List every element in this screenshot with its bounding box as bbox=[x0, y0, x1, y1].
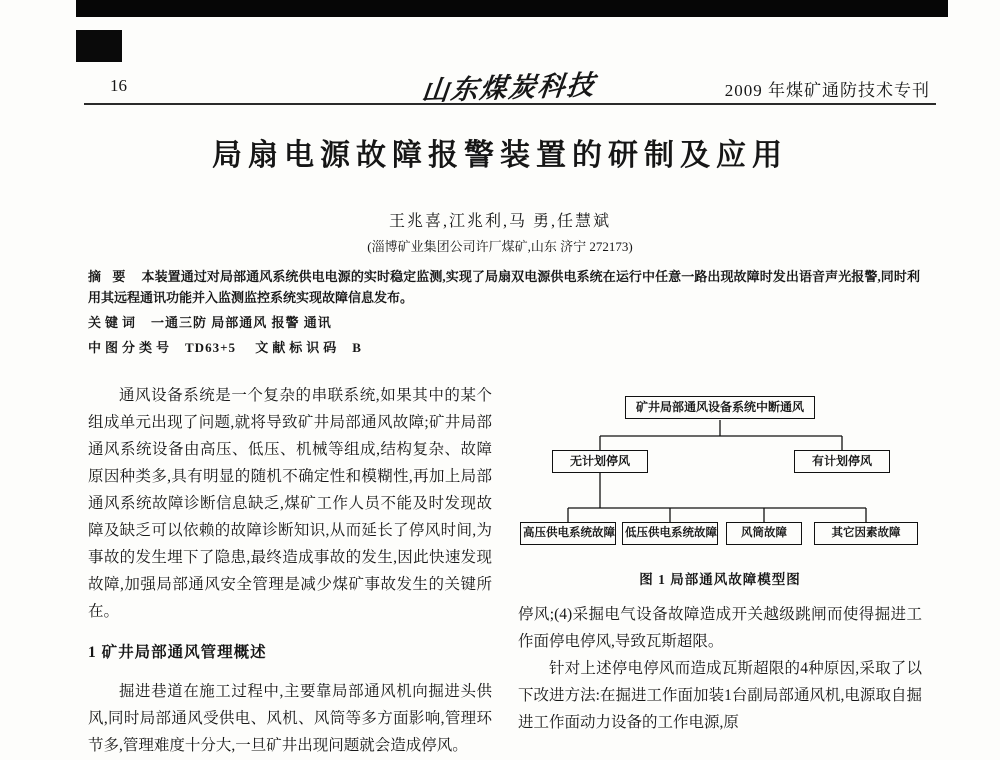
clc-label: 中图分类号 bbox=[88, 340, 174, 355]
scan-artifact-left-blob bbox=[76, 30, 122, 62]
section-1-heading: 1 矿井局部通风管理概述 bbox=[88, 644, 267, 661]
flowchart-node-unplanned-stop: 无计划停风 bbox=[552, 450, 648, 473]
clc-value: TD63+5 bbox=[185, 340, 236, 355]
left-column bbox=[88, 382, 492, 760]
issue-info: 2009 年煤矿通防技术专刊 bbox=[724, 81, 930, 100]
body-paragraph-section1: 掘进巷道在施工过程中,主要靠局部通风机向掘进头供风,同时局部通风受供电、风机、风筒等多方面影响,管理环节多,管理难度十分大,一旦矿井出现问题就会造成停风。 bbox=[88, 683, 492, 754]
flowchart-node-root: 矿井局部通风设备系统中断通风 bbox=[625, 396, 815, 419]
two-column-body bbox=[88, 382, 922, 760]
keywords-label: 关键词 bbox=[88, 315, 140, 330]
doc-code-label: 文献标识码 bbox=[255, 340, 341, 355]
keywords-text: 一通三防 局部通风 报警 通讯 bbox=[151, 315, 332, 330]
flowchart-node-other-fault: 其它因素故障 bbox=[814, 522, 918, 545]
body-paragraph-intro: 通风设备系统是一个复杂的串联系统,如果其中的某个组成单元出现了问题,就将导致矿井局部通风故障;矿井局部通风系统设备由高压、低压、机械等组成,结构复杂、故障原因种类多,具有明显的随机不确定性和模糊性,再加上局部通风系统故障诊断信息缺乏,煤矿工作人员不能及时发现故障及缺乏可以依赖的故障诊断知识,从而延长了停风时间,为事故的发生埋下了隐患,最终造成事故的发生,因此快速发现故障,加强局部通风安全管理是减少煤矿事故发生的关键所在。 bbox=[88, 387, 492, 620]
figure-1-flowchart bbox=[520, 388, 920, 556]
right-column bbox=[518, 382, 922, 760]
header-divider bbox=[84, 103, 936, 105]
flowchart-node-planned-stop: 有计划停风 bbox=[794, 450, 890, 473]
abstract-text: 本装置通过对局部通风系统供电电源的实时稳定监测,实现了局扇双电源供电系统在运行中任意一路出现故障时发出语音声光报警,同时利用其远程通讯功能并入监测监控系统实现故障信息发布。 bbox=[88, 269, 920, 305]
figure-1-caption: 图 1 局部通风故障模型图 bbox=[639, 572, 801, 587]
page-number: 16 bbox=[110, 76, 127, 95]
flowchart-node-duct-fault: 风筒故障 bbox=[726, 522, 802, 545]
doc-code-segment bbox=[255, 340, 362, 355]
classification-line bbox=[88, 337, 920, 358]
keywords-line bbox=[88, 312, 920, 333]
flowchart-node-hv-fault: 高压供电系统故障 bbox=[520, 522, 616, 545]
article-meta-block bbox=[88, 266, 920, 358]
clc-segment bbox=[88, 340, 236, 355]
article-title: 局扇电源故障报警装置的研制及应用 bbox=[212, 139, 788, 172]
scan-artifact-top-bar bbox=[76, 0, 948, 17]
abstract bbox=[88, 266, 920, 308]
article-authors: 王兆喜,江兆利,马 勇,任慧斌 bbox=[388, 213, 611, 230]
body-paragraph-improvement: 针对上述停电停风而造成瓦斯超限的4种原因,采取了以下改进方法:在掘进工作面加装1台副局部通风机,电源取自掘进工作面动力设备的工作电源,原 bbox=[518, 660, 922, 731]
flowchart-node-lv-fault: 低压供电系统故障 bbox=[622, 522, 718, 545]
abstract-label: 摘 要 bbox=[88, 269, 130, 284]
page-header bbox=[88, 69, 930, 107]
doc-code-value: B bbox=[352, 340, 362, 355]
body-paragraph-continuation: 停风;(4)采掘电气设备故障造成开关越级跳闸而使得掘进工作面停电停风,导致瓦斯超限。 bbox=[518, 606, 922, 650]
journal-title-calligraphy: 山东煤炭科技 bbox=[420, 69, 598, 107]
article-affiliation: (淄博矿业集团公司许厂煤矿,山东 济宁 272173) bbox=[367, 239, 633, 254]
